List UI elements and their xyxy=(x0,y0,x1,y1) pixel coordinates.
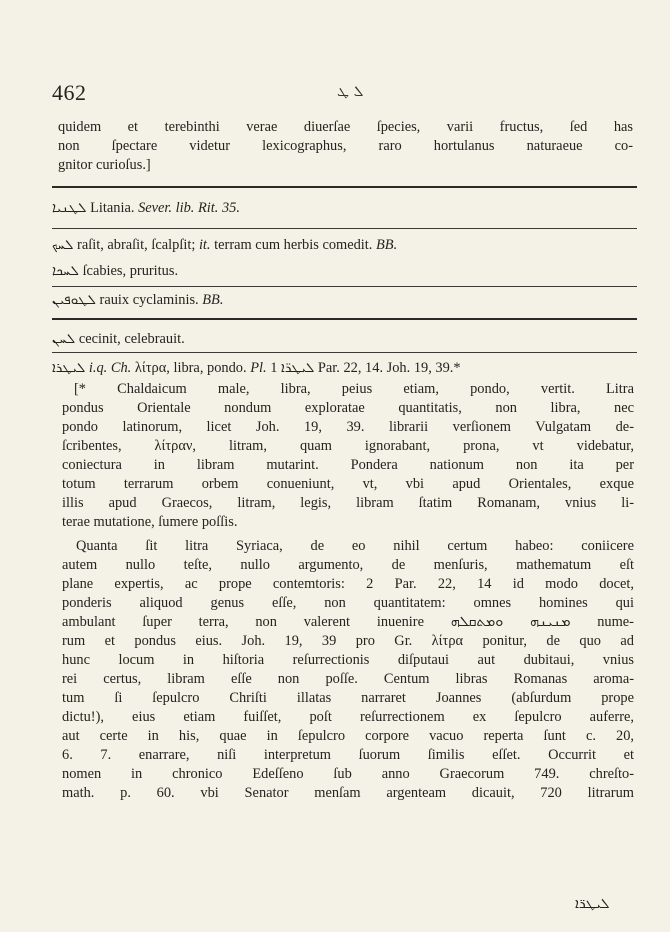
headword-syriac: ܠܚܢ xyxy=(52,331,76,347)
text-line: pondus Orientale nondum exploratae quantitatis, non libra, nec xyxy=(62,400,634,416)
text-line: gnitor curioſus.] xyxy=(58,157,151,173)
text-line: rei certus, libram eſſe non poſſe. Centum libras Romanas aroma- xyxy=(62,671,634,687)
divider xyxy=(52,286,637,287)
entry-text: Litania. xyxy=(90,200,135,216)
text-line: totum terrarum orbem conueniunt, vt, vbi apud Orientales, exque xyxy=(62,476,634,492)
entry-litra xyxy=(52,359,637,378)
entry-abbrev: i.q. xyxy=(88,360,108,376)
entry-rasit xyxy=(52,236,637,255)
entry-reference: Sever. lib. Rit. 35. xyxy=(138,200,240,216)
text-line: terae mutatione, ſumere poſſis. xyxy=(62,514,238,530)
text-line: tum ſi ſepulcro Chriſti illatas narraret Joannes (abſurdum prope xyxy=(62,690,634,706)
entry-abbrev: Ch. xyxy=(110,360,132,376)
text-line: quidem et terebinthi verae diuerſae ſpecies, varii fructus, ſed has xyxy=(58,119,633,135)
entry-cecinit xyxy=(52,330,637,349)
entry-text: terram cum herbis comedit. xyxy=(214,237,373,253)
entry-text: raſit, abraſit, ſcalpſit; xyxy=(77,237,196,253)
entry-rauix xyxy=(52,291,637,310)
divider xyxy=(52,352,637,353)
divider xyxy=(52,228,637,229)
divider xyxy=(52,318,637,320)
headword-syriac: ܠܚܟ xyxy=(52,237,74,253)
entry-scabies xyxy=(52,262,637,281)
page-header xyxy=(52,80,630,110)
text-line: [* Chaldaicum male, libra, peius etiam, pondo, vertit. Litra xyxy=(74,381,634,397)
entry-text: cecinit, celebrauit. xyxy=(78,331,185,347)
text-line: hunc locum in hiſtoria reſurrectionis diſputaui aut dubitaui, vnius xyxy=(62,652,634,668)
text-line: math. p. 60. vbi Senator menſam argenteam dicauit, 720 litrarum xyxy=(62,785,634,801)
catchword: ܠܝܛܪ̈ܐ xyxy=(575,896,610,912)
entry-reference: BB. xyxy=(202,292,224,308)
text-line: 6. 7. enarrare, niſi interpretum ſuorum ſimilis eſſet. Occurrit et xyxy=(62,747,634,763)
text-line: aut certe in his, quae in ſepulcro corpore vacuo reperta ſunt c. 20, xyxy=(62,728,634,744)
plural-syriac: ܠܝܛܪ̈ܐ xyxy=(281,360,315,376)
entry-text: ſcabies, pruritus. xyxy=(82,263,179,279)
entry-text: libra, pondo. xyxy=(173,360,247,376)
entry-reference: BB. xyxy=(376,237,398,253)
text-line: pondo latinorum, licet Joh. 19, 39. librarii verſionem Vulgatam de- xyxy=(62,419,634,435)
text-line: ponderis aliquod genus eſſe, non quantitatem: omnes homines qui xyxy=(62,595,634,611)
headword-syriac: ܠܛܢܝܐ xyxy=(52,200,87,216)
litra-paragraph-2 xyxy=(62,537,634,803)
entry-text: rauix cyclaminis. xyxy=(99,292,199,308)
text-line: nomen in chronico Edeſſeno ſub anno Graecorum 749. chreſto- xyxy=(62,766,634,782)
intro-paragraph xyxy=(58,118,633,175)
divider xyxy=(52,186,637,188)
text-line: Quanta ſit litra Syriaca, de eo nihil certum habeo: coniicere xyxy=(76,538,634,554)
plural-label: Pl. xyxy=(250,360,267,376)
entry-abbrev: it. xyxy=(198,237,211,253)
text-line: autem nullo teſte, nullo argumento, de menſuris, mathematum eſt xyxy=(62,557,634,573)
text-line: ambulant ſuper terra, non valerent inuenire ܡܢܝܢܗ ܘܡܬܩܠܗ nume- xyxy=(62,614,634,630)
text-line: rum et pondus eius. Joh. 19, 39 pro Gr. λίτρα ponitur, de quo ad xyxy=(62,633,634,649)
headword-syriac: ܠܛܘܦܝܢ xyxy=(52,292,96,308)
text-line: illis apud Graecos, litram, legis, libram ſtatim Romanam, vnius li- xyxy=(62,495,634,511)
text-line: plane expertis, ac prope contemtoris: 2 Par. 22, 14 id modo docet, xyxy=(62,576,634,592)
text-line: coniectura in libram mutarint. Pondera nationum non ita per xyxy=(62,457,634,473)
entry-reference: 1 Par. 22, 14. Joh. 19, 39.* xyxy=(270,360,461,376)
headword-syriac: ܠܚܟܐ xyxy=(52,263,79,279)
text-line: non ſpectare videtur lexicographus, raro hortulanus naturaeue co- xyxy=(58,138,633,154)
entry-litania xyxy=(52,199,637,218)
running-head-syriac: ܠ ܛ xyxy=(337,82,364,100)
text-line: dictu!), eius etiam fuiſſet, poſt reſurrectionem ex ſepulcro auferre, xyxy=(62,709,634,725)
text-line: ſcribentes, λίτραν, litram, quam ignorabant, prona, vt videbatur, xyxy=(62,438,634,454)
headword-syriac: ܠܝܛܪܐ xyxy=(52,360,86,376)
litra-note xyxy=(62,380,634,532)
page-number: 462 xyxy=(52,80,87,105)
greek-word: λίτρα, xyxy=(134,360,170,376)
